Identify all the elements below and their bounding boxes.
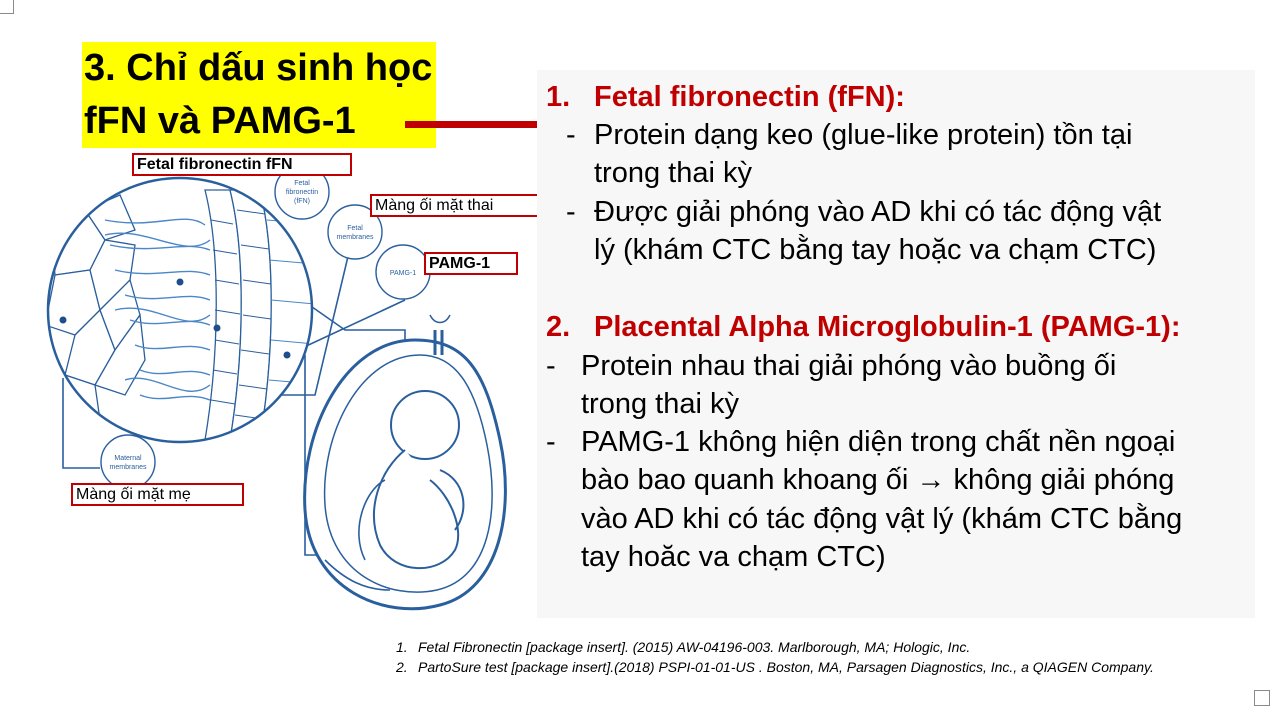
section-2-bullet-1-line-1: Protein nhau thai giải phóng vào buồng ối bbox=[581, 350, 1117, 382]
reference-1-number: 1. bbox=[396, 639, 408, 655]
section-2-bullet-2-dash: - bbox=[546, 426, 556, 458]
section-1-heading: Fetal fibronectin (fFN): bbox=[594, 81, 905, 113]
section-2-bullet-2-line-4: tay hoăc va chạm CTC) bbox=[581, 541, 886, 573]
amniotic-membrane-illustration bbox=[45, 150, 535, 620]
reference-1-text: Fetal Fibronectin [package insert]. (2015) AW-04196-003. Marlborough, MA; Hologic, Inc. bbox=[418, 639, 971, 655]
references bbox=[396, 637, 1154, 677]
label-mang-oi-mat-thai-text: Màng ối mặt thai bbox=[375, 197, 494, 214]
section-1-bullet-1-line-1: Protein dạng keo (glue-like protein) tồn tại bbox=[594, 119, 1133, 151]
section-2-number: 2. bbox=[546, 311, 571, 343]
uterus-fetus-drawing bbox=[305, 315, 506, 609]
label-pamg1 bbox=[424, 252, 518, 275]
reference-2-number: 2. bbox=[396, 659, 408, 675]
title-red-rule bbox=[405, 121, 538, 128]
magnified-tissue bbox=[45, 170, 325, 460]
bubble3-line1: PAMG-1 bbox=[389, 270, 417, 277]
section-2-bullet-2-line-2: bào bao quanh khoang ối → không giải phóng bbox=[581, 464, 1175, 496]
label-fetal-fibronectin-text: Fetal fibronectin fFN bbox=[137, 156, 293, 173]
label-mang-oi-mat-me bbox=[71, 483, 244, 506]
section-2-bullet-1-dash: - bbox=[546, 350, 556, 382]
section-2-bullet-2-line-3: vào AD khi có tác động vật lý (khám CTC bằng bbox=[581, 503, 1183, 535]
bubble2-line1: Fetal bbox=[347, 225, 363, 232]
section-1-number: 1. bbox=[546, 81, 571, 113]
section-2-heading: Placental Alpha Microglobulin-1 (PAMG-1): bbox=[594, 311, 1181, 343]
section-2-bullet-1-line-2: trong thai kỳ bbox=[581, 388, 739, 420]
label-pamg1-text: PAMG-1 bbox=[429, 255, 491, 272]
reference-2-text: PartoSure test [package insert].(2018) PSPI-01-01-US . Boston, MA, Parsagen Diagnostics, Inc., a QIAGEN Company. bbox=[418, 659, 1154, 675]
section-1-bullet-1-line-2: trong thai kỳ bbox=[594, 157, 752, 189]
bubble-maternal-membranes bbox=[101, 435, 155, 489]
section-2-bullet-2-line-1: PAMG-1 không hiện diện trong chất nền ngoại bbox=[581, 426, 1176, 458]
section-1-bullet-1-dash: - bbox=[566, 119, 576, 151]
bubble1-line3: (fFN) bbox=[294, 198, 310, 205]
title-line-2: fFN và PAMG-1 bbox=[84, 100, 356, 142]
label-fetal-fibronectin bbox=[132, 153, 352, 176]
reference-2 bbox=[396, 657, 1154, 677]
slide-title bbox=[82, 42, 436, 148]
title-line-1: 3. Chỉ dấu sinh học bbox=[84, 47, 433, 89]
section-1-bullet-2-line-2: lý (khám CTC bằng tay hoặc va chạm CTC) bbox=[594, 234, 1157, 266]
bubble1-line1: Fetal bbox=[294, 180, 310, 187]
corner-square-bottom-right bbox=[1254, 690, 1270, 706]
bubble1-line2: fibronectin bbox=[285, 189, 319, 196]
bubble4-line1: Maternal bbox=[114, 455, 142, 462]
label-mang-oi-mat-me-text: Màng ối mặt mẹ bbox=[76, 486, 191, 503]
bubble4-line2: membranes bbox=[109, 464, 147, 471]
section-1-bullet-2-line-1: Được giải phóng vào AD khi có tác động vật bbox=[594, 196, 1162, 228]
reference-1 bbox=[396, 637, 1154, 657]
bubble2-line2: membranes bbox=[336, 234, 374, 241]
corner-square-top-left bbox=[0, 0, 14, 14]
section-1-bullet-2-dash: - bbox=[566, 196, 576, 228]
label-mang-oi-mat-thai bbox=[370, 194, 555, 217]
